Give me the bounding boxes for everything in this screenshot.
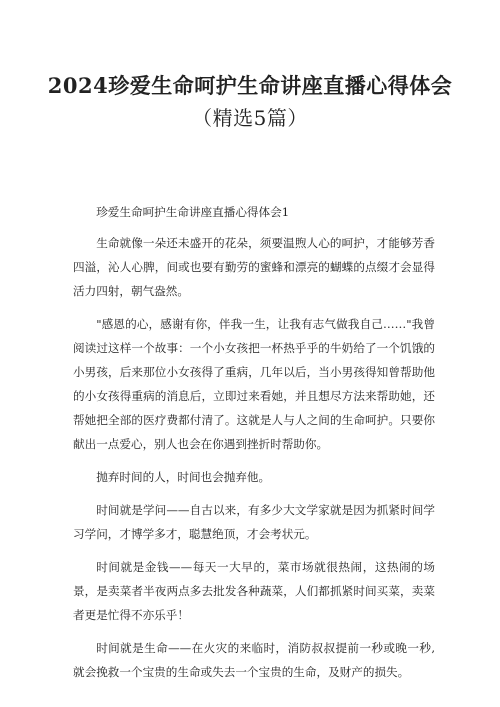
paragraph: "感恩的心，感谢有你，伴我一生，让我有志气做我自己……"我曾阅读过这样一个故事：一个小女孩把一杯热乎乎的牛奶给了一个饥饿的小男孩，后来那位小女孩得了重病，几年以后，当小男孩得知曾帮助他的小女孩得重病的消息后，立即过来看她，并且想尽方法来帮助她，还帮她把全部的医疗费都付清了。这就是人与人之间的生命呵护。只要你献出一点爱心，别人也会在你遇到挫折时帮助你。 [73,317,435,451]
document-title-note: （精选5篇） [192,106,308,130]
section-heading: 珍爱生命呵护生命讲座直播心得体会1 [96,205,290,219]
paragraph: 时间就是生命——在火灾的来临时，消防叔叔提前一秒或晚一秒,就会挽救一个宝贵的生命或失去一个宝贵的生命，及财产的损失。 [73,641,435,679]
document-body [73,200,435,693]
document-title: 2024珍爱生命呵护生命讲座直播心得体会 [47,73,453,98]
paragraph: 生命就像一朵还未盛开的花朵，须要温煦人心的呵护，才能够芳香四溢，沁人心脾，间或也要有勤劳的蜜蜂和漂亮的蝴蝶的点缀才会显得活力四射，朝气盎然。 [73,236,435,298]
paragraph: 时间就是学问——自古以来，有多少大文学家就是因为抓紧时间学习学问，才博学多才，聪慧绝顶，才会考状元。 [73,503,435,541]
paragraph: 时间就是金钱——每天一大早的，菜市场就很热闹，这热闹的场景，是卖菜者半夜两点多去批发各种蔬菜，人们都抓紧时间买菜，卖菜者更是忙得不亦乐乎！ [73,560,435,622]
paragraph: 抛弃时间的人，时间也会抛弃他。 [96,470,271,484]
